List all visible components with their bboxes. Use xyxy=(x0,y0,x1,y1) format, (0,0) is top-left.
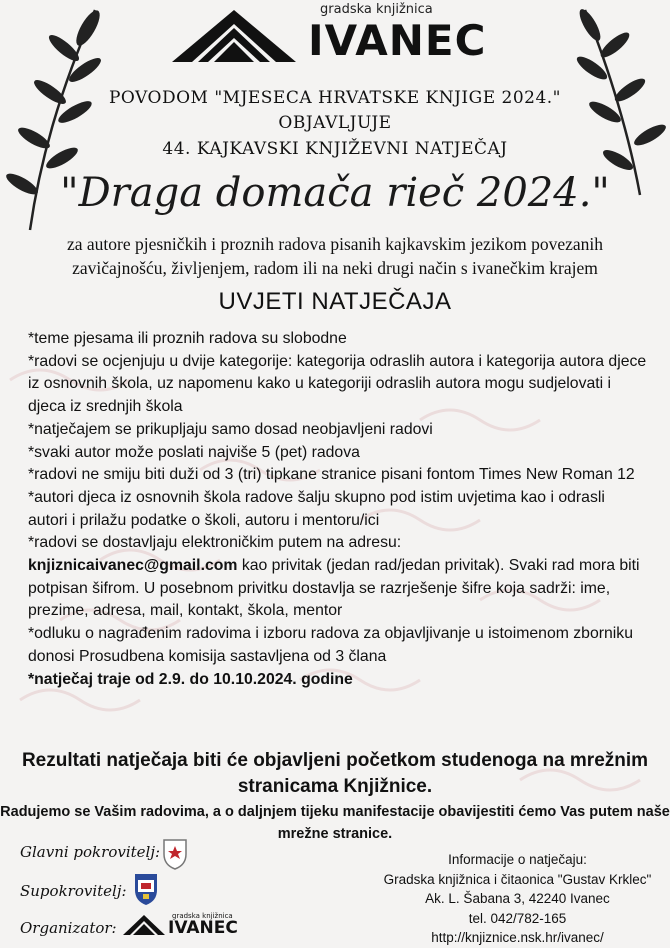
info-phone: tel. 042/782-165 xyxy=(468,910,567,926)
contest-title: "Draga domača rieč 2024." xyxy=(60,170,610,216)
conditions-list xyxy=(28,328,648,691)
condition-item: *svaki autor može poslati najviše 5 (pet) radova xyxy=(28,443,360,461)
organizer-label: Organizator: xyxy=(20,919,117,937)
intro-text: za autore pjesničkih i proznih radova pisanih kajkavskim jezikom povezanih zavičajnošću, življenjem, radom ili na neki drugi način s ivanečkim krajem xyxy=(66,234,603,278)
organizer-logo-icon xyxy=(122,914,166,936)
conditions-heading: UVJETI NATJEČAJA xyxy=(218,288,452,315)
logo-big-text: IVANEC xyxy=(308,16,487,65)
organizer-logo-big-text: IVANEC xyxy=(168,918,238,938)
results-announcement: Rezultati natječaja biti će objavljeni početkom studenoga na mrežnim stranicama Knjižnice. xyxy=(21,750,649,797)
closing-text: Radujemo se Vašim radovima, a o daljnjem tijeku manifestacije obavijestiti ćemo Vas putem naše mrežne stranice. xyxy=(0,804,670,842)
info-library: Gradska knjižnica i čitaonica "Gustav Krklec" xyxy=(383,871,652,887)
info-title: Informacije o natječaju: xyxy=(448,852,587,867)
announcement-line-3: 44. KAJKAVSKI KNJIŽEVNI NATJEČAJ xyxy=(162,139,508,159)
info-address: Ak. L. Šabana 3, 42240 Ivanec xyxy=(425,891,610,906)
info-url[interactable]: http://knjiznice.nsk.hr/ivanec/ xyxy=(431,930,604,945)
condition-item: *odluku o nagrađenim radovima i izboru radova za objavljivanje u istoimenom zborniku donosi Prosudbena komisija sastavljena od 3 člana xyxy=(28,625,633,665)
contact-info xyxy=(365,850,670,948)
condition-item: *radovi se ocjenjuju u dvije kategorije: kategorija odraslih autora i kategorija autora djece iz osnovnih škola, uz napomenu kako u kategoriji odraslih autora mogu sudjelovati i djeca iz srednjih škola xyxy=(28,352,647,416)
town-coat-of-arms-icon xyxy=(133,872,159,906)
announcement-line-1: POVODOM "MJESECA HRVATSKE KNJIGE 2024." xyxy=(108,88,562,108)
email-address[interactable]: knjiznicaivanec@gmail.com xyxy=(28,557,238,575)
main-sponsor-label: Glavni pokrovitelj: xyxy=(20,843,161,861)
header xyxy=(0,0,670,70)
condition-item: *autori djeca iz osnovnih škola radove šalju skupno pod istim uvjetima kao i odrasli autori i prilažu podatke o školi, autoru i mentoru/ici xyxy=(28,488,605,529)
condition-item: *radovi ne smiju biti duži od 3 (tri) tipkane stranice pisani fontom Times New Roman 12 xyxy=(28,466,635,484)
condition-item: *natječajem se prikupljaju samo dosad neobjavljeni radovi xyxy=(28,420,433,438)
condition-item: *teme pjesama ili proznih radova su slobodne xyxy=(28,330,347,347)
submission-details xyxy=(28,555,648,623)
logo-small-text: gradska knjižnica xyxy=(320,2,433,17)
library-logo-icon xyxy=(170,8,298,64)
organizer-logo-small-text: gradska knjižnica xyxy=(172,912,233,920)
co-sponsor-label: Supokrovitelj: xyxy=(20,882,127,900)
county-coat-of-arms-icon xyxy=(162,838,188,870)
submission-text: kao privitak (jedan rad/jedan privitak). Svaki rad mora biti potpisan šifrom. U posebnom privitku dostavlja se razrješenje šifre koja sadrži: ime, prezime, adresa, mail, kontakt, škola, mentor xyxy=(28,557,640,620)
deadline-text: *natječaj traje od 2.9. do 10.10.2024. godine xyxy=(28,670,353,688)
announcement-line-2: OBJAVLJUJE xyxy=(278,113,392,133)
condition-item: *radovi se dostavljaju elektroničkim putem na adresu: xyxy=(28,534,402,552)
